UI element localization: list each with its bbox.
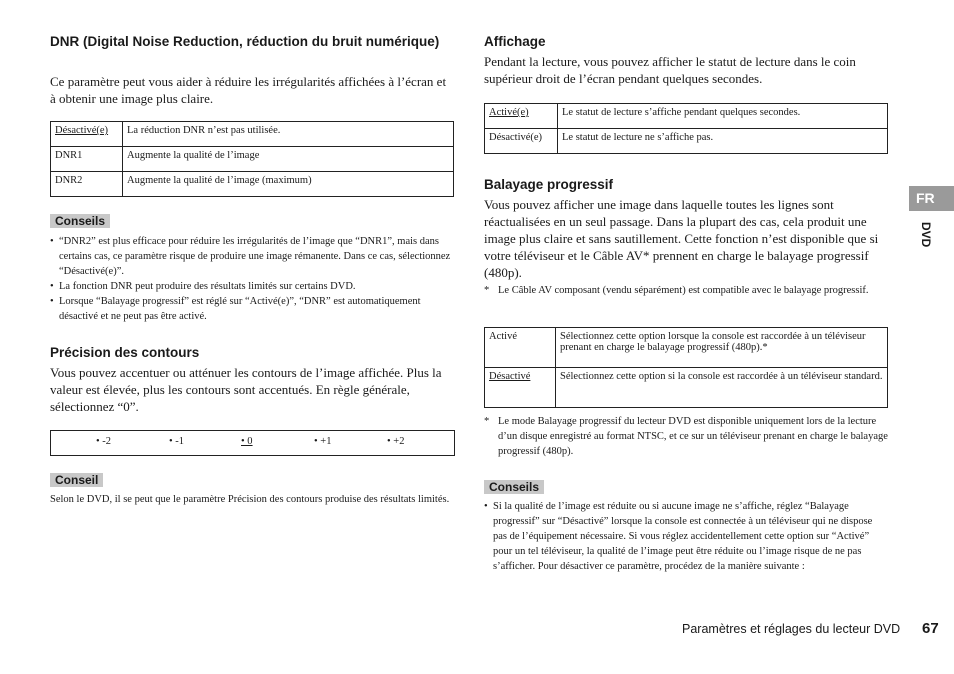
table-row	[51, 172, 454, 197]
conseils-tag-right: Conseils	[484, 480, 544, 494]
balayage-intro: Vous pouvez afficher une image dans laquelle toutes les lignes sont réactualisées en un seul passage. Dans la plupart des cas, cela produit une image plus claire et sans sautillement. Cette fonction n’est disponible que si votre téléviseur et le Câble AV* prennent en charge le balayage progressif (480p).	[484, 197, 879, 280]
affichage-option-default: Activé(e)	[489, 107, 529, 118]
affichage-heading: Affichage	[484, 34, 546, 49]
dnr-desc: La réduction DNR n’est pas utilisée.	[123, 122, 454, 147]
precision-intro: Vous pouvez accentuer ou atténuer les contours de l’image affichée. Plus la valeur est élevée, plus les contours sont accentués. En règle générale, sélectionnez “0”.	[50, 365, 442, 414]
page-number: 67	[922, 620, 939, 637]
affichage-desc: Le statut de lecture ne s’affiche pas.	[558, 129, 888, 154]
scale-option: • +1	[314, 436, 332, 447]
precision-heading: Précision des contours	[50, 345, 200, 360]
language-tab: FR	[909, 186, 954, 211]
balayage-desc: Sélectionnez cette option lorsque la console est raccordée à un téléviseur prenant en charge le balayage progressif (480p).*	[556, 328, 888, 368]
balayage-table	[484, 327, 888, 408]
precision-scale	[50, 430, 455, 456]
dnr-option: DNR2	[51, 172, 123, 197]
footer-text: Paramètres et réglages du lecteur DVD	[682, 622, 901, 636]
conseil-text: Selon le DVD, il se peut que le paramètre Précision des contours produise des résultats limités.	[50, 494, 450, 505]
list-item: • “DNR2” est plus efficace pour réduire les irrégularités de l’image que “DNR1”, mais dans certains cas, ce paramètre risque de produire une image rémanente. Dans ce cas, sélectionnez “Désactivé(e)”.	[50, 236, 451, 277]
conseils-tag: Conseils	[50, 214, 110, 228]
scale-option: • -2	[96, 436, 112, 447]
table-row	[51, 122, 454, 147]
affichage-option: Désactivé(e)	[485, 129, 558, 154]
dnr-desc: Augmente la qualité de l’image (maximum)	[123, 172, 454, 197]
conseils-list-right	[484, 499, 886, 574]
list-item: • Lorsque “Balayage progressif” est réglé sur “Activé(e)”, “DNR” est automatiquement désactivé et ne peut pas être activé.	[50, 296, 421, 322]
scale-option: • +2	[387, 436, 405, 447]
dnr-table	[50, 121, 454, 197]
scale-option-default: • 0	[241, 436, 253, 447]
table-row	[485, 328, 888, 368]
balayage-option: Activé	[485, 328, 556, 368]
dnr-intro: Ce paramètre peut vous aider à réduire les irrégularités affichées à l’écran et à obtenir une image plus claire.	[50, 74, 447, 106]
dnr-heading: DNR (Digital Noise Reduction, réduction du bruit numérique)	[50, 34, 440, 49]
table-row	[51, 147, 454, 172]
balayage-heading: Balayage progressif	[484, 177, 614, 192]
affichage-desc: Le statut de lecture s’affiche pendant quelques secondes.	[558, 104, 888, 129]
section-label: DVD	[919, 222, 933, 248]
balayage-option-default: Désactivé	[489, 371, 531, 382]
dnr-desc: Augmente la qualité de l’image	[123, 147, 454, 172]
balayage-note-1: * Le Câble AV composant (vendu séparément) est compatible avec le balayage progressif.	[484, 285, 869, 296]
list-item: • Si la qualité de l’image est réduite ou si aucune image ne s’affiche, réglez “Balayage progressif” sur “Désactivé” lorsque la console est connectée à un téléviseur qui ne dispose pas de l’équipement nécessaire. Si vous réglez accidentellement cette option sur “Activé” pour un tel téléviseur, la qualité de l’image peut être réduite ou l’image risque de ne pas s’afficher. Pour désactiver ce paramètre, procédez de la manière suivante :	[484, 501, 873, 572]
balayage-note-2: * Le mode Balayage progressif du lecteur DVD est disponible uniquement lors de la lecture d’un disque enregistré au format NTSC, et ce sur un téléviseur prenant en charge le balayage progressif (480p).	[484, 416, 888, 457]
dnr-option-default: Désactivé(e)	[55, 125, 109, 136]
table-row	[485, 104, 888, 129]
scale-option: • -1	[169, 436, 185, 447]
conseil-tag: Conseil	[50, 473, 103, 487]
balayage-desc: Sélectionnez cette option si la console est raccordée à un téléviseur standard.	[556, 368, 888, 408]
conseils-list	[50, 234, 452, 324]
affichage-intro: Pendant la lecture, vous pouvez afficher le statut de lecture dans le coin supérieur droit de l’écran pendant quelques secondes.	[484, 54, 856, 86]
table-row	[485, 129, 888, 154]
list-item: • La fonction DNR peut produire des résultats limités sur certains DVD.	[50, 281, 356, 292]
table-row	[485, 368, 888, 408]
dnr-option: DNR1	[51, 147, 123, 172]
affichage-table	[484, 103, 888, 154]
